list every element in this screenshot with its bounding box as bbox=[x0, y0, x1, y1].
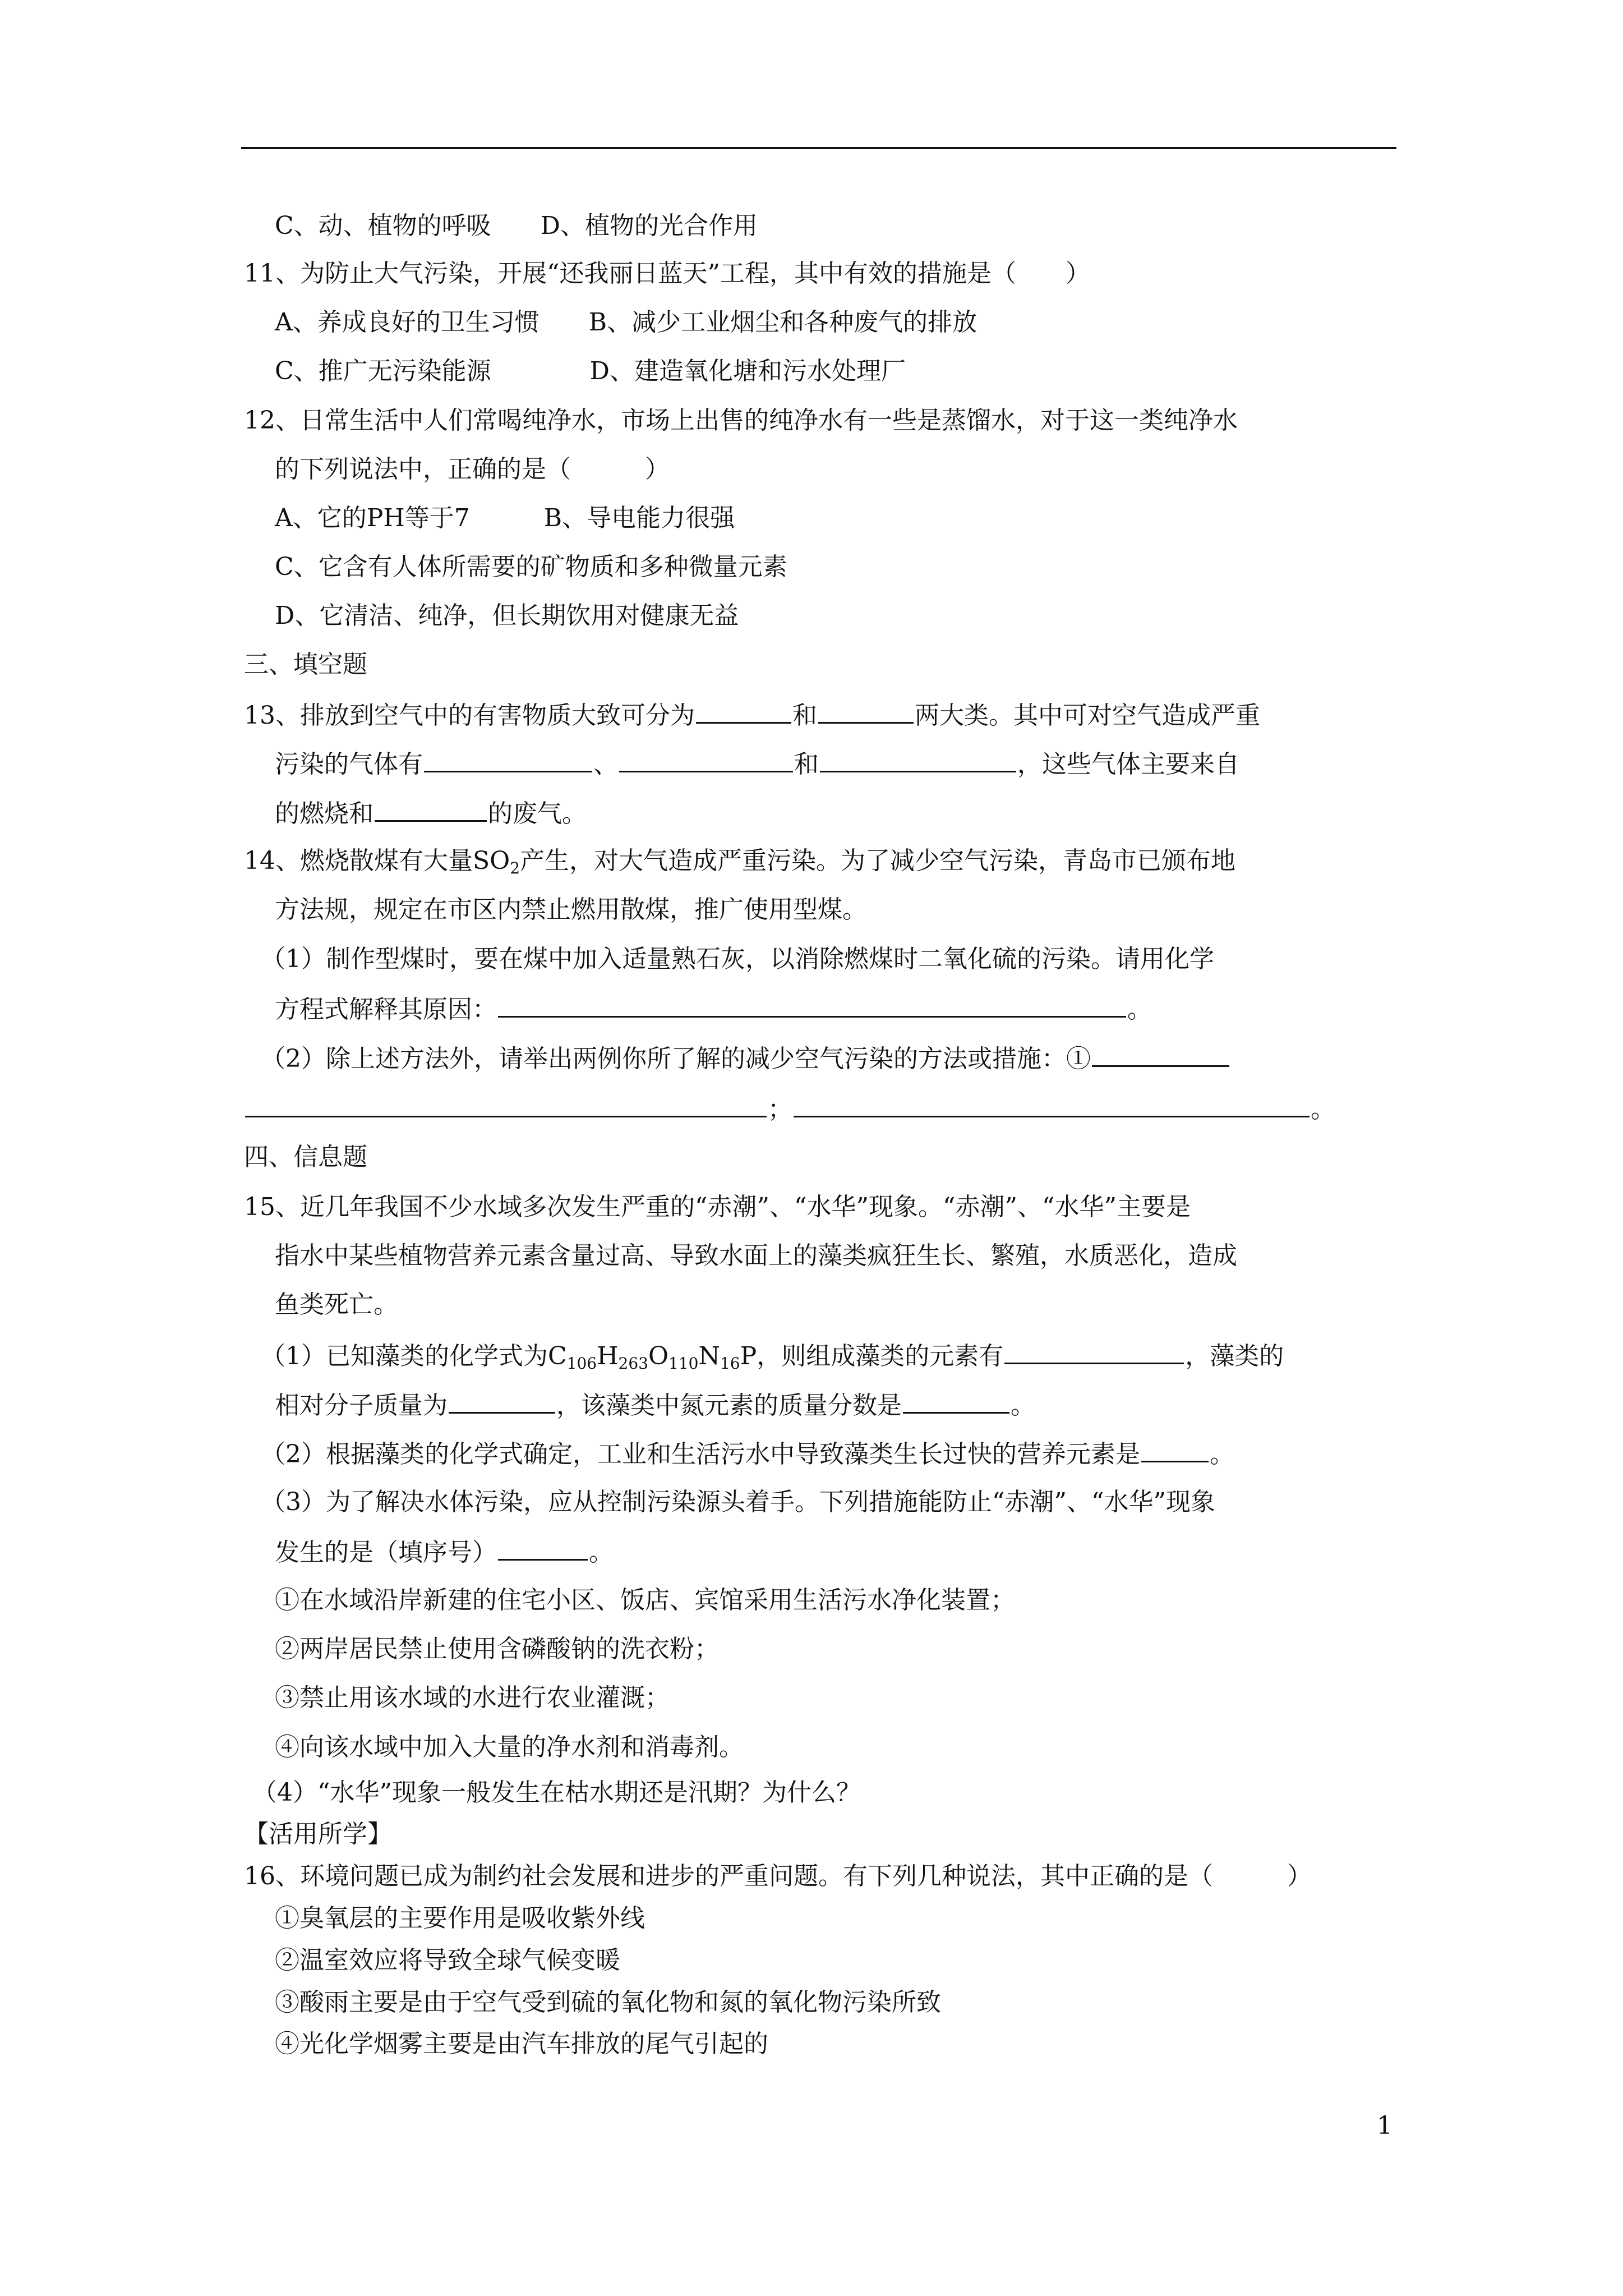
text: 、 bbox=[593, 750, 618, 779]
text: 三、填空题 bbox=[244, 650, 367, 679]
q15-line2 bbox=[275, 1239, 1237, 1273]
text: 的废气。 bbox=[488, 799, 587, 828]
text: （3）为了解决水体污染，应从控制污染源头着手。下列措施能防止“赤潮”、“水华”现象 bbox=[261, 1488, 1215, 1516]
section-info-heading bbox=[244, 1140, 367, 1174]
text: N bbox=[698, 1342, 720, 1370]
q15-line1 bbox=[244, 1190, 1191, 1224]
subscript: 110 bbox=[668, 1354, 699, 1373]
q15-measure-1 bbox=[275, 1584, 1015, 1617]
q12-stem-cont bbox=[275, 453, 670, 486]
q13-line2 bbox=[275, 746, 1239, 781]
answer-blank[interactable] bbox=[245, 1091, 767, 1117]
text: ，藻类的 bbox=[1185, 1342, 1284, 1370]
q12-options-ab bbox=[275, 501, 735, 535]
q13-line1 bbox=[244, 697, 1260, 733]
text: 。 bbox=[1011, 1391, 1035, 1420]
text: D、它清洁、纯净，但长期饮用对健康无益 bbox=[275, 601, 739, 630]
text: 12、日常生活中人们常喝纯净水，市场上出售的纯净水有一些是蒸馏水，对于这一类纯净水 bbox=[244, 406, 1238, 435]
text: （2）根据藻类的化学式确定，工业和生活污水中导致藻类生长过快的营养元素是 bbox=[261, 1440, 1140, 1469]
answer-blank[interactable] bbox=[696, 697, 791, 724]
text: 的下列说法中，正确的是（ ） bbox=[275, 455, 670, 484]
text: ①臭氧层的主要作用是吸收紫外线 bbox=[275, 1904, 645, 1932]
text: 。 bbox=[1127, 995, 1152, 1024]
q10-options-cd bbox=[275, 209, 758, 243]
text: 污染的气体有 bbox=[275, 750, 423, 779]
q15-sub3 bbox=[261, 1485, 1215, 1519]
q14-line1 bbox=[244, 844, 1235, 878]
text: ②两岸居民禁止使用含磷酸钠的洗衣粉； bbox=[275, 1635, 719, 1663]
q15-sub3-cont bbox=[275, 1534, 614, 1570]
text: ，该藻类中氮元素的质量分数是 bbox=[556, 1391, 902, 1420]
q11-stem bbox=[244, 257, 1090, 291]
text: 两大类。其中可对空气造成严重 bbox=[915, 701, 1260, 730]
q15-line3 bbox=[275, 1288, 398, 1322]
answer-blank[interactable] bbox=[818, 697, 914, 724]
text: 【活用所学】 bbox=[244, 1820, 392, 1848]
text: 。 bbox=[1311, 1095, 1335, 1124]
text: 14、燃烧散煤有大量SO bbox=[244, 846, 510, 875]
answer-blank[interactable] bbox=[619, 746, 793, 772]
q11-options-cd bbox=[275, 355, 906, 388]
text: （1）已知藻类的化学式为C bbox=[261, 1342, 567, 1370]
text: 13、排放到空气中的有害物质大致可分为 bbox=[244, 701, 695, 730]
q16-statement-4 bbox=[275, 2027, 768, 2061]
text: A、它的PH等于7 B、导电能力很强 bbox=[275, 504, 735, 532]
text: （1）制作型煤时，要在煤中加入适量熟石灰，以消除燃煤时二氧化硫的污染。请用化学 bbox=[261, 945, 1214, 973]
q15-measure-3 bbox=[275, 1681, 670, 1715]
q14-sub1 bbox=[261, 942, 1214, 976]
text: 四、信息题 bbox=[244, 1143, 367, 1171]
q15-sub4 bbox=[252, 1776, 861, 1810]
q14-sub2-answer bbox=[244, 1091, 1335, 1126]
page-number: 1 bbox=[1377, 2111, 1393, 2140]
q14-line2 bbox=[275, 893, 867, 927]
answer-blank[interactable] bbox=[498, 1534, 588, 1561]
text: 和 bbox=[794, 750, 819, 779]
text: （4）“水华”现象一般发生在枯水期还是汛期？为什么？ bbox=[252, 1778, 861, 1807]
text: A、养成良好的卫生习惯 B、减少工业烟尘和各种废气的排放 bbox=[275, 308, 978, 337]
text: O bbox=[648, 1342, 669, 1370]
text: ③禁止用该水域的水进行农业灌溉； bbox=[275, 1683, 670, 1712]
text: ①在水域沿岸新建的住宅小区、饭店、宾馆采用生活污水净化装置； bbox=[275, 1586, 1015, 1614]
q16-statement-1 bbox=[275, 1902, 645, 1935]
subscript: 106 bbox=[566, 1354, 597, 1373]
text: ④向该水域中加入大量的净水剂和消毒剂。 bbox=[275, 1733, 744, 1761]
q12-stem bbox=[244, 404, 1238, 438]
text: C、推广无污染能源 D、建造氧化塘和污水处理厂 bbox=[275, 357, 906, 385]
text: 方法规，规定在市区内禁止燃用散煤，推广使用型煤。 bbox=[275, 895, 867, 924]
text: 产生，对大气造成严重污染。为了减少空气污染，青岛市已颁布地 bbox=[520, 846, 1236, 875]
text: 鱼类死亡。 bbox=[275, 1290, 398, 1319]
text: 指水中某些植物营养元素含量过高、导致水面上的藻类疯狂生长、繁殖，水质恶化，造成 bbox=[275, 1241, 1237, 1270]
section-fill-in-heading bbox=[244, 648, 367, 682]
answer-blank[interactable] bbox=[1004, 1338, 1184, 1364]
text: ④光化学烟雾主要是由汽车排放的尾气引起的 bbox=[275, 2030, 768, 2058]
text: 相对分子质量为 bbox=[275, 1391, 448, 1420]
answer-blank[interactable] bbox=[794, 1091, 1310, 1117]
text: C、动、植物的呼吸 D、植物的光合作用 bbox=[275, 211, 758, 240]
q13-line3 bbox=[275, 795, 587, 831]
q14-sub2 bbox=[261, 1041, 1230, 1076]
text: 和 bbox=[792, 701, 817, 730]
text: 。 bbox=[589, 1538, 614, 1567]
subscript: 263 bbox=[618, 1354, 648, 1373]
q16-stem bbox=[244, 1860, 1312, 1893]
q16-statement-2 bbox=[275, 1944, 620, 1977]
text: 16、环境问题已成为制约社会发展和进步的严重问题。有下列几种说法，其中正确的是（ ） bbox=[244, 1862, 1312, 1890]
subscript: 2 bbox=[510, 859, 520, 877]
text: ； bbox=[768, 1095, 792, 1124]
text: 发生的是（填序号） bbox=[275, 1538, 497, 1567]
subscript: 16 bbox=[720, 1354, 740, 1373]
answer-blank[interactable] bbox=[498, 991, 1126, 1018]
text: （2）除上述方法外，请举出两例你所了解的减少空气污染的方法或措施：① bbox=[261, 1045, 1091, 1073]
text: 15、近几年我国不少水域多次发生严重的“赤潮”、“水华”现象。“赤潮”、“水华”主要是 bbox=[244, 1193, 1191, 1221]
q12-option-c bbox=[275, 550, 787, 584]
answer-blank[interactable] bbox=[424, 746, 592, 772]
text: ，这些气体主要来自 bbox=[1017, 750, 1239, 779]
q15-sub1-cont bbox=[275, 1387, 1035, 1423]
q16-statement-3 bbox=[275, 1986, 941, 2019]
text: 11、为防止大气污染，开展“还我丽日蓝天”工程，其中有效的措施是（ ） bbox=[244, 259, 1090, 288]
text: ③酸雨主要是由于空气受到硫的氧化物和氮的氧化物污染所致 bbox=[275, 1988, 941, 2017]
text: 方程式解释其原因： bbox=[275, 995, 497, 1024]
text: 的燃烧和 bbox=[275, 799, 374, 828]
text: H bbox=[597, 1342, 619, 1370]
answer-blank[interactable] bbox=[820, 746, 1016, 772]
text: ②温室效应将导致全球气候变暖 bbox=[275, 1946, 620, 1975]
header-rule bbox=[241, 147, 1396, 149]
answer-blank[interactable] bbox=[375, 795, 487, 822]
answer-blank[interactable] bbox=[1092, 1041, 1229, 1067]
q15-sub2 bbox=[261, 1436, 1234, 1471]
text: C、它含有人体所需要的矿物质和多种微量元素 bbox=[275, 553, 787, 581]
q12-option-d bbox=[275, 599, 739, 633]
q14-sub1-answer bbox=[275, 991, 1152, 1027]
q15-measure-4 bbox=[275, 1731, 744, 1764]
section-apply-heading bbox=[244, 1818, 392, 1851]
text: 。 bbox=[1210, 1440, 1234, 1469]
q15-measure-2 bbox=[275, 1632, 719, 1666]
answer-blank[interactable] bbox=[903, 1387, 1009, 1414]
q11-options-ab bbox=[275, 306, 977, 339]
q15-sub1 bbox=[261, 1338, 1284, 1373]
answer-blank[interactable] bbox=[1141, 1436, 1209, 1462]
text: P，则组成藻类的元素有 bbox=[740, 1342, 1004, 1370]
answer-blank[interactable] bbox=[449, 1387, 555, 1414]
